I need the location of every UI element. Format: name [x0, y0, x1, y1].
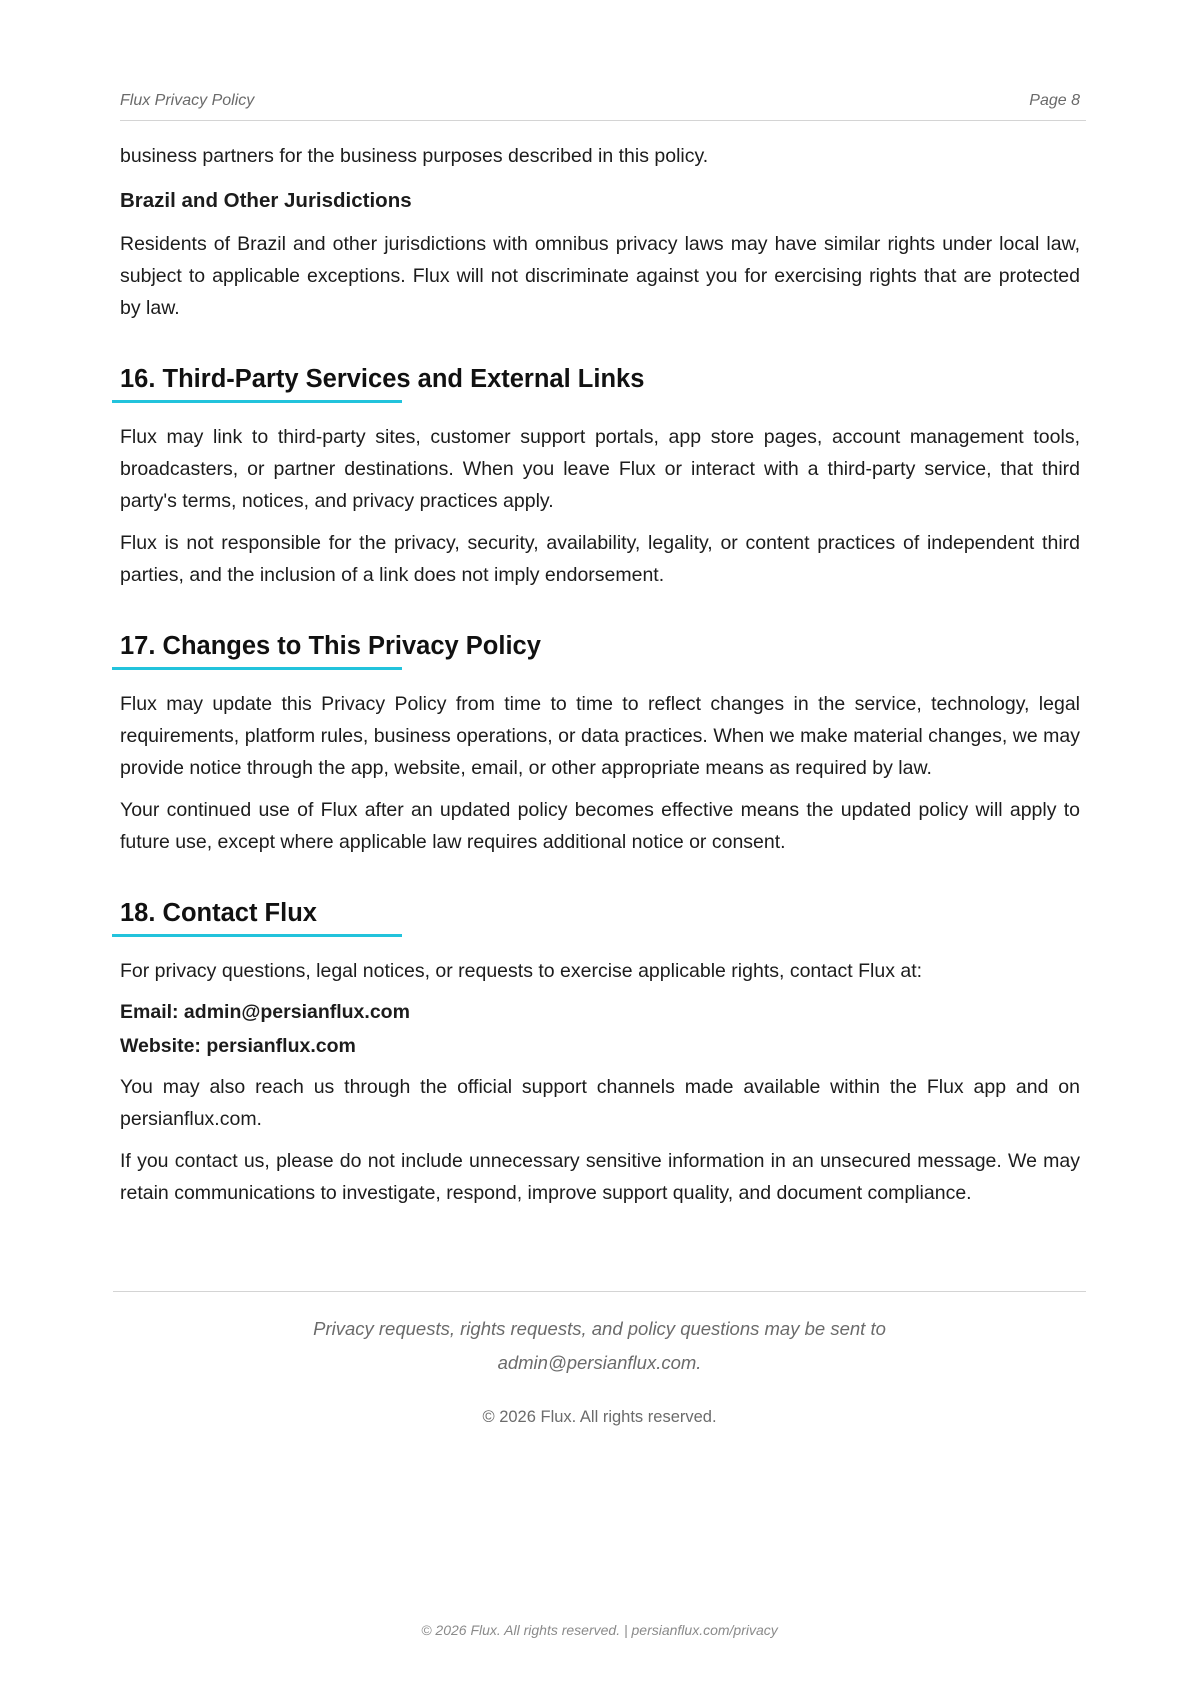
section-18-intro: For privacy questions, legal notices, or requests to exercise applicable rights, contact Flux at:: [120, 960, 923, 982]
section-18-paragraph-1: You may also reach us through the official support channels made available within the Flux app and on persianflux.com.: [120, 1076, 1080, 1130]
contact-website[interactable]: Website: persianflux.com: [120, 1035, 356, 1057]
footer-divider: [113, 1291, 1086, 1292]
document-body: [120, 140, 1080, 1209]
document-title: Flux Privacy Policy: [120, 92, 255, 109]
brazil-heading: Brazil and Other Jurisdictions: [120, 189, 412, 212]
footer-note-line-1: Privacy requests, rights requests, and policy questions may be sent to: [313, 1318, 886, 1339]
brazil-paragraph: Residents of Brazil and other jurisdictions with omnibus privacy laws may have similar rights under local law, subject to applicable exceptions. Flux will not discriminate against you for exercising rights that are protected by law.: [120, 233, 1080, 319]
contact-email[interactable]: Email: admin@persianflux.com: [120, 1001, 410, 1023]
section-17-paragraph-2: Your continued use of Flux after an updated policy becomes effective means the updated policy will apply to future use, except where applicable law requires additional notice or consent.: [120, 799, 1080, 853]
page-header: [120, 92, 1086, 121]
section-16-paragraph-1: Flux may link to third-party sites, customer support portals, app store pages, account management tools, broadcasters, or partner destinations. When you leave Flux or interact with a third-party service, that third party's terms, notices, and privacy practices apply.: [120, 426, 1080, 512]
footer-copyright: © 2026 Flux. All rights reserved.: [482, 1408, 717, 1426]
section-18-title: 18. Contact Flux: [120, 899, 317, 927]
section-17-underline: [112, 667, 402, 670]
section-18-underline: [112, 934, 402, 937]
page-number: Page 8: [1029, 92, 1080, 109]
continuation-paragraph: business partners for the business purposes described in this policy.: [120, 145, 709, 167]
section-17-paragraph-1: Flux may update this Privacy Policy from time to time to reflect changes in the service, technology, legal requirements, platform rules, business operations, or data practices. When we make material changes, we may provide notice through the app, website, email, or other appropriate means as required by law.: [120, 693, 1080, 779]
section-16-title: 16. Third-Party Services and External Links: [120, 365, 645, 393]
section-16-paragraph-2: Flux is not responsible for the privacy, security, availability, legality, or content practices of independent third parties, and the inclusion of a link does not imply endorsement.: [120, 532, 1080, 586]
footer-note-line-2[interactable]: admin@persianflux.com.: [497, 1352, 702, 1373]
section-18-paragraph-2: If you contact us, please do not include unnecessary sensitive information in an unsecured message. We may retain communications to investigate, respond, improve support quality, and document compliance.: [120, 1150, 1080, 1204]
page-footer: © 2026 Flux. All rights reserved. | persianflux.com/privacy: [421, 1622, 778, 1638]
section-16-underline: [112, 400, 402, 403]
section-17-title: 17. Changes to This Privacy Policy: [120, 632, 541, 660]
